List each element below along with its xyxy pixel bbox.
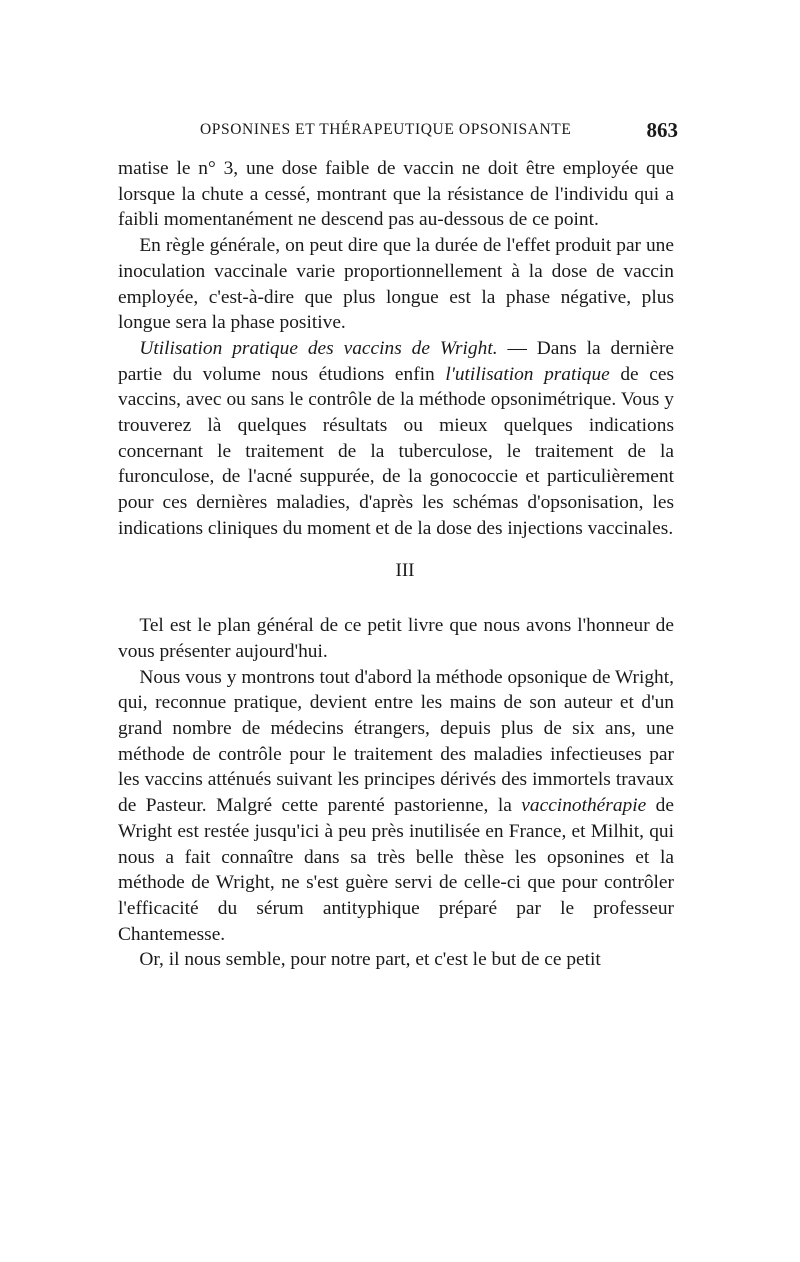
running-title: OPSONINES ET THÉRAPEUTIQUE OPSONISANTE <box>200 121 572 138</box>
paragraph-wright-method <box>118 665 674 948</box>
paragraph-continues: Or, il nous semble, pour notre part, et c'est le but de ce petit <box>139 949 601 971</box>
paragraph-text: de ces vaccins, avec ou sans le contrôle de la méthode opsonimétrique. Vous y trouverez là quelques résultats ou mieux quelques indications concernant le traitement de la tuberculose, le traitement de la furonculose, de l'acné suppurée, de la gonococcie et particulièrement pour ces dernières maladies, d'après les schémas d'opsonisation, les indications cliniques du moment et de la dose des injections vaccinales. <box>118 363 674 539</box>
paragraph-text: de Wright est restée jusqu'ici à peu près inutilisée en France, et Milhit, qui nous a fait connaître dans sa très belle thèse les opsonines et la méthode de Wright, ne s'est guère servi de celle-ci que pour contrôler l'efficacité du sérum antityphique préparé par le professeur Chantemesse. <box>118 795 674 945</box>
paragraph: Tel est le plan général de ce petit livre que nous avons l'honneur de vous présenter aujourd'hui. <box>118 615 674 662</box>
section-number: III <box>395 559 415 581</box>
body-text <box>118 156 674 973</box>
running-header <box>118 118 678 143</box>
paragraph: En règle générale, on peut dire que la durée de l'effet produit par une inoculation vaccinale varie proportionnellement à la dose de vaccin employée, c'est-à-dire que plus longue est la phase négative, plus longue sera la phase positive. <box>118 235 674 334</box>
paragraph-vaccine-usage <box>118 336 674 542</box>
paragraph-continuation: matise le n° 3, une dose faible de vaccin ne doit être employée que lorsque la chute a cessé, montrant que la résistance de l'individu qui a faibli momentanément ne descend pas au-dessous de ce point. <box>118 158 674 231</box>
italic-phrase: vaccinothérapie <box>521 795 647 817</box>
page-number: 863 <box>646 118 678 142</box>
paragraph-text: — Dans la dernière partie du volume nous étudions enfin <box>118 337 675 385</box>
paragraph-heading: Utilisation pratique des vaccins de Wright. <box>139 337 498 359</box>
italic-phrase: l'utilisation pratique <box>445 363 610 385</box>
paragraph-text: Nous vous y montrons tout d'abord la méthode opsonique de Wright, qui, reconnue pratique, devient entre les mains de son auteur et d'un grand nombre de médecins étrangers, depuis plus de six ans, une méthode de contrôle pour le traitement des maladies infectieuses par les vaccins atténués suivant les principes dérivés des immortels travaux de Pasteur. Malgré cette parenté pastorienne, la <box>118 666 674 817</box>
